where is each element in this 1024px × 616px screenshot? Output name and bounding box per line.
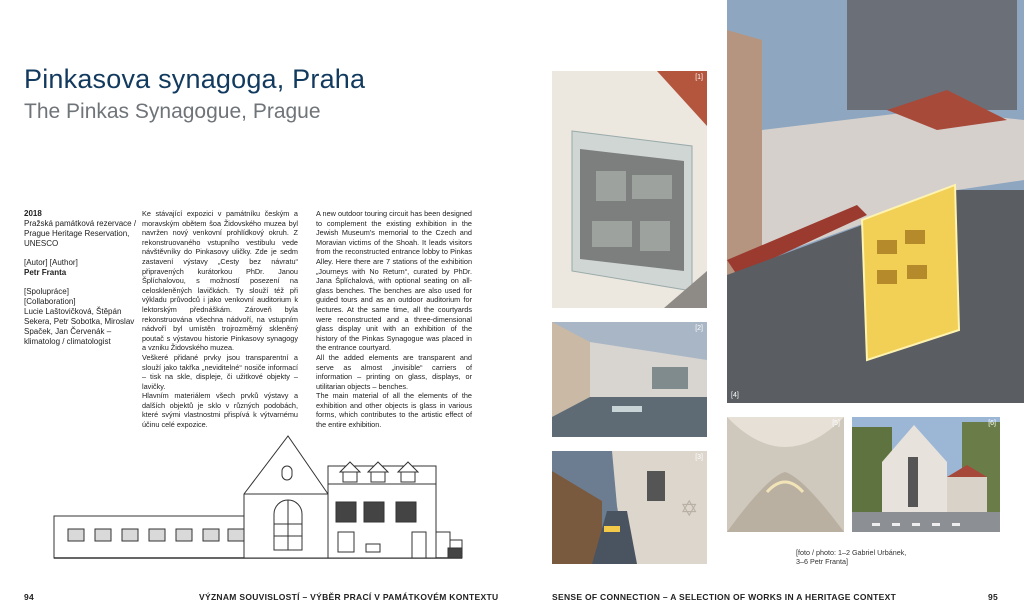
page-title-czech: Pinkasova synagoga, Praha [24, 64, 366, 94]
project-year: 2018 [24, 209, 42, 218]
page-number-right: 95 [988, 592, 999, 602]
page-title-english: The Pinkas Synagogue, Prague [24, 100, 321, 123]
photo-vaulted-ceiling [727, 417, 844, 532]
photo-glass-panel [552, 71, 707, 308]
synagogue-elevation-drawing [52, 432, 472, 564]
photo-number: [6] [988, 420, 996, 427]
photo-number: [1] [695, 74, 703, 81]
photo-number: [2] [695, 325, 703, 332]
photo-alley [552, 451, 707, 564]
collaboration-label-cz: [Spolupráce] [24, 287, 69, 296]
paragraph: Veškeré přidané prvky jsou transparentní a slouží jako takřka „neviditelné“ nosiče informací – tisk na skle, displeje, či užitkové objekty – lavičky. [142, 352, 298, 391]
author-name: Petr Franta [24, 268, 67, 277]
running-title-left: VÝZNAM SOUVISLOSTÍ – VÝBĚR PRACÍ V PAMÁTKOVÉM KONTEXTU [199, 592, 499, 602]
project-metadata [24, 209, 139, 347]
page-number-left: 94 [24, 592, 35, 602]
text-column-czech [142, 209, 298, 430]
photo-courtyard [552, 322, 707, 437]
photo-number: [4] [731, 392, 739, 399]
paragraph: A new outdoor touring circuit has been designed to complement the existing exhibition in the Jewish Museum's memorial to the Czech and Moravian victims of the Shoah. It leads visitors from the reconstructed entrance lobby to Pinkas Alley. Here there are 7 stations of the exhibition „Journeys with No Return“, curated by PhDr. Jana Šplíchalová, with optional seating on all-glass benches. The benches are also used for guided tours and as an outdoor auditorium for lectures. At the same time, all the courtyards were reconstructed and a three-dimensional glass display unit with an exhibition of the history of the Pinkas Synagogue was placed in the entrance courtyard. [316, 209, 472, 353]
collaboration-label-en: [Collaboration] [24, 297, 76, 306]
photo-illuminated-display [727, 0, 1024, 403]
paragraph: Hlavním materiálem všech prvků výstavy a dalších objektů je sklo v různých podobách, které svými vlastnostmi přispívá k výtvarnému účinu celé expozice. [142, 391, 298, 430]
text-column-english [316, 209, 472, 430]
collaborators-list: Lucie Laštovičková, Štěpán Sekera, Petr Sobotka, Miroslav Spaček, Jan Červenák – klimatolog / climatologist [24, 307, 135, 346]
project-location: Pražská památková rezervace / Prague Heritage Reservation, UNESCO [24, 219, 137, 248]
photo-synagogue-exterior [852, 417, 1000, 532]
svg-text:✡: ✡ [680, 497, 699, 522]
running-title-right: SENSE OF CONNECTION – A SELECTION OF WORKS IN A HERITAGE CONTEXT [552, 592, 897, 602]
paragraph: Ke stávající expozici v památníku českým a moravským obětem šoa Židovského muzea byl navržen nový venkovní prohlídkový okruh. Z rekonstruovaného vstupního vestibulu vede návštěvníky do Pinkasovy uličky. Zde je sedm zastavení výstavy „Cesty bez návratu“ připravených kurátorkou PhDr. Janou Šplíchalovou, s možností posezení na celoskleněných lavičkách. Ty slouží též při výkladu průvodců i jako venkovní auditorium k lektorským přednáškám. Zároveň byla rekonstruována všechna nádvoří, na vstupním nádvoří byl umístěn trojrozměrný skleněný poutač s výstavou historie Pinkasovy synagogy a vzniku Židovského muzea. [142, 209, 298, 353]
photo-number: [5] [832, 420, 840, 427]
photo-number: [3] [695, 454, 703, 461]
paragraph: All the added elements are transparent and serve as almost „invisible“ carriers of information – printing on glass, displays, or utilitarian objects – benches. [316, 352, 472, 391]
paragraph: The main material of all the elements of the exhibition and other objects is glass in various forms, which contributes to the artistic effect of the entire exhibition. [316, 391, 472, 430]
author-label: [Autor] [Author] [24, 258, 78, 267]
photo-credit: [foto / photo: 1–2 Gabriel Urbánek, 3–6 Petr Franta] [796, 548, 907, 567]
